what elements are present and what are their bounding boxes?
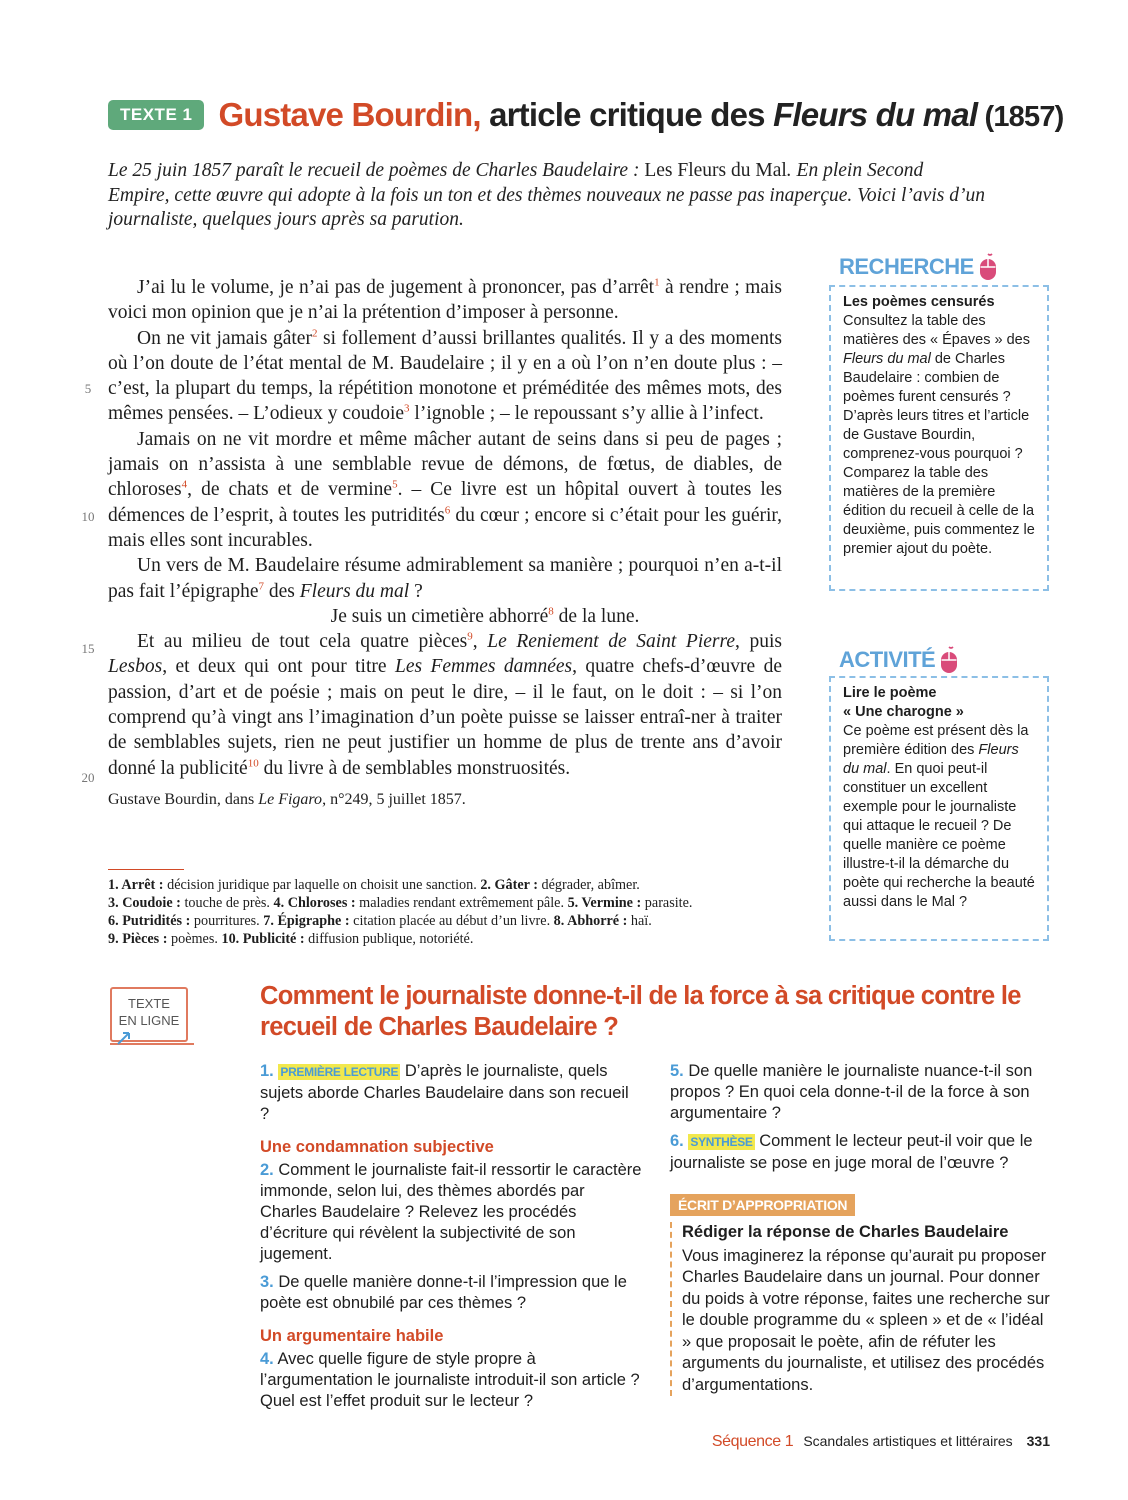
activite-box: Lire le poème « Une charogne » Ce poème est présent dès la première édition des Fleurs du mal. En quoi peut-il constituer un excellent exemple pour le journaliste qui attaque le recueil ? De quelle manière ce poème illustre-t-il la démarche du poète qui recherche la beauté aussi dans le Mal ?	[829, 676, 1049, 941]
footnote-ref: 9	[467, 630, 473, 643]
questions-right-column	[670, 1061, 1055, 1181]
cursor-icon	[116, 1030, 132, 1046]
paragraph-5: Et au milieu de tout cela quatre pièces$^9$, Le Reniement de Saint Pierre, puis Lesbos, et deux qui ont pour titre Les Femmes damnées, quatre chefs-d’œuvre de passion, d’art et de poésie ; mais on peut le dire, – il le faut, on le doit : – si l’on comprend qu’à vingt ans l’imagination d’un poète puisse se laisser entraî-ner à traiter de semblables sujets, rien ne peut justifier un homme de plus de trente ans d’avoir donné la publicité$^{10}$ du livre à de semblables monstruosités.	[108, 630, 782, 779]
page-header	[108, 96, 1064, 134]
intro-paragraph: Le 25 juin 1857 paraît le recueil de poèmes de Charles Baudelaire : Les Fleurs du Mal. En plein Second Empire, cette œuvre qui adopte à la fois un ton et des thèmes nouveaux ne passe pas inaperçue. Voici l’avis d’un journaliste, quelques jours après sa parution.	[108, 160, 985, 230]
text-number-badge: TEXTE 1	[108, 100, 204, 130]
question-5: 5. De quelle manière le journaliste nuance-t-il son propos ? En quoi cela donne-t-il de la force à son argumentaire ?	[670, 1062, 1033, 1122]
sequence-subject: Scandales artistiques et littéraires	[803, 1433, 1013, 1449]
footnote-ref: 7	[258, 580, 265, 593]
synthese-tag: SYNTHÈSE	[690, 1135, 753, 1149]
question-1: 1. PREMIÈRE LECTURE D’après le journaliste, quels sujets aborde Charles Baudelaire dans son recueil ?	[260, 1062, 629, 1123]
paragraph-3: Jamais on ne vit mordre et même mâcher autant de seins dans si peu de pages ; jamais on n’assista à une semblable revue de démons, de fœtus, de diables, de chloroses$^4$, de chats et de vermine$^5$. – Ce livre est un hôpital ouvert à toutes les démences de l’esprit, à toutes les putridités$^6$ du cœur ; encore si c’était pour les guérir, mais elles sont incurables.	[108, 428, 782, 551]
subhead-condamnation: Une condamnation subjective	[260, 1138, 494, 1156]
question-3: 3. De quelle manière donne-t-il l’impression que le poète est obnubilé par ces thèmes ?	[260, 1273, 627, 1312]
line-number: 5	[84, 381, 92, 396]
question-6: 6. SYNTHÈSE Comment le lecteur peut-il voir que le journaliste se pose en juge moral de l’œuvre ?	[670, 1132, 1033, 1172]
sequence-label: Séquence 1	[711, 1433, 794, 1450]
footnote-ref: 3	[404, 402, 410, 415]
mouse-icon	[939, 646, 959, 674]
footnote-ref: 5	[392, 478, 398, 491]
footnotes: 1. Arrêt : décision juridique par laquelle on choisit une sanction. 2. Gâter : dégrader, abîmer. 3. Coudoie : touche de près. 4. Chloroses : maladies rendant extrêmement pâle. 5. Vermine : parasite. 6. Putridités : pourritures. 7. Épigraphe : citation placée au début d’un livre. 8. Abhorré : haï. 9. Pièces : poèmes. 10. Publicité : diffusion publique, notoriété.	[108, 877, 693, 947]
questions-left-column	[260, 1061, 642, 1419]
ecrit-appropriation-badge: ÉCRIT D’APPROPRIATION	[670, 1194, 855, 1216]
mouse-icon	[978, 253, 998, 281]
page-number: 331	[1026, 1433, 1050, 1449]
recherche-label: RECHERCHE	[839, 253, 998, 281]
footnote-ref: 6	[444, 504, 451, 517]
footnote-ref: 8	[548, 605, 554, 618]
footnote-ref: 2	[311, 327, 318, 340]
paragraph-4: Un vers de M. Baudelaire résume admirablement sa manière ; pourquoi n’en a-t-il pas fait l’épigraphe$^7$ des Fleurs du mal ?	[108, 555, 782, 602]
activite-label: ACTIVITÉ	[839, 646, 959, 674]
ecrit-appropriation-box: Rédiger la réponse de Charles Baudelaire Vous imaginerez la réponse qu’aurait pu proposer Charles Baudelaire dans un journal. Pour donner du poids à votre réponse, faites une recherche sur le double programme du « spleen » et de « l’idéal » que proposait le poète, afin de réfuter les arguments du journaliste, et utilisez des procédés d’argumentations.	[670, 1222, 1055, 1396]
footnote-divider	[108, 869, 184, 870]
title-author: Gustave Bourdin,	[218, 96, 481, 133]
text-source: Gustave Bourdin, dans Le Figaro, n°249, 5 juillet 1857.	[108, 790, 466, 808]
line-number: 20	[81, 770, 95, 785]
main-text	[108, 275, 782, 811]
premiere-lecture-tag: PREMIÈRE LECTURE	[280, 1065, 399, 1079]
footnote-ref: 4	[181, 478, 188, 491]
online-text-link[interactable]: TEXTE EN LIGNE	[110, 987, 188, 1042]
line-number: 15	[81, 641, 95, 656]
question-2: 2. Comment le journaliste fait-il ressortir le caractère immonde, selon lui, des thèmes abordés par Charles Baudelaire ? Relevez les procédés d’écriture qui révèlent la subjectivité de son jugement.	[260, 1161, 642, 1263]
question-4: 4. Avec quelle figure de style propre à l’argumentation le journaliste introduit-il son article ? Quel est l’effet produit sur le lecteur ?	[260, 1350, 640, 1410]
page-title: Gustave Bourdin, article critique des Fleurs du mal (1857)	[218, 96, 1064, 133]
subhead-argumentaire: Un argumentaire habile	[260, 1327, 444, 1345]
recherche-box: Les poèmes censurés Consultez la table des matières des « Épaves » des Fleurs du mal de Charles Baudelaire : combien de poèmes furent censurés ? D’après leurs titres et l’article de Gustave Bourdin, comprenez-vous pourquoi ? Comparez la table des matières de la première édition du recueil à celle de la deuxième, puis commentez le premier ajout du poète.	[829, 285, 1049, 591]
questions-title: Comment le journaliste donne-t-il de la force à sa critique contre le recueil de Charles Baudelaire ?	[260, 982, 1021, 1041]
footnote-ref: 1	[654, 276, 660, 289]
quoted-verse: Je suis un cimetière abhorré$^8$ de la lune.	[330, 605, 640, 627]
footnote-ref: 10	[247, 757, 259, 770]
paragraph-2: On ne vit jamais gâter$^2$ si follement d’aussi brillantes qualités. Il y a des moments où l’on doute de l’état mental de M. Baudelaire ; il y en a où l’on n’en doute plus : – c’est, la plupart du temps, la répétition monotone et préméditée des mêmes mots, des mêmes pensées. – L’odieux y coudoie$^3$ l’ignoble ; – le repoussant s’y allie à l’infect.	[108, 327, 782, 425]
paragraph-1: J’ai lu le volume, je n’ai pas de jugement à prononcer, pas d’arrêt$^1$ à rendre ; mais voici mon opinion que je n’ai la prétention d’imposer à personne.	[108, 276, 782, 324]
line-number: 10	[81, 509, 95, 524]
page-footer	[712, 1433, 1050, 1451]
